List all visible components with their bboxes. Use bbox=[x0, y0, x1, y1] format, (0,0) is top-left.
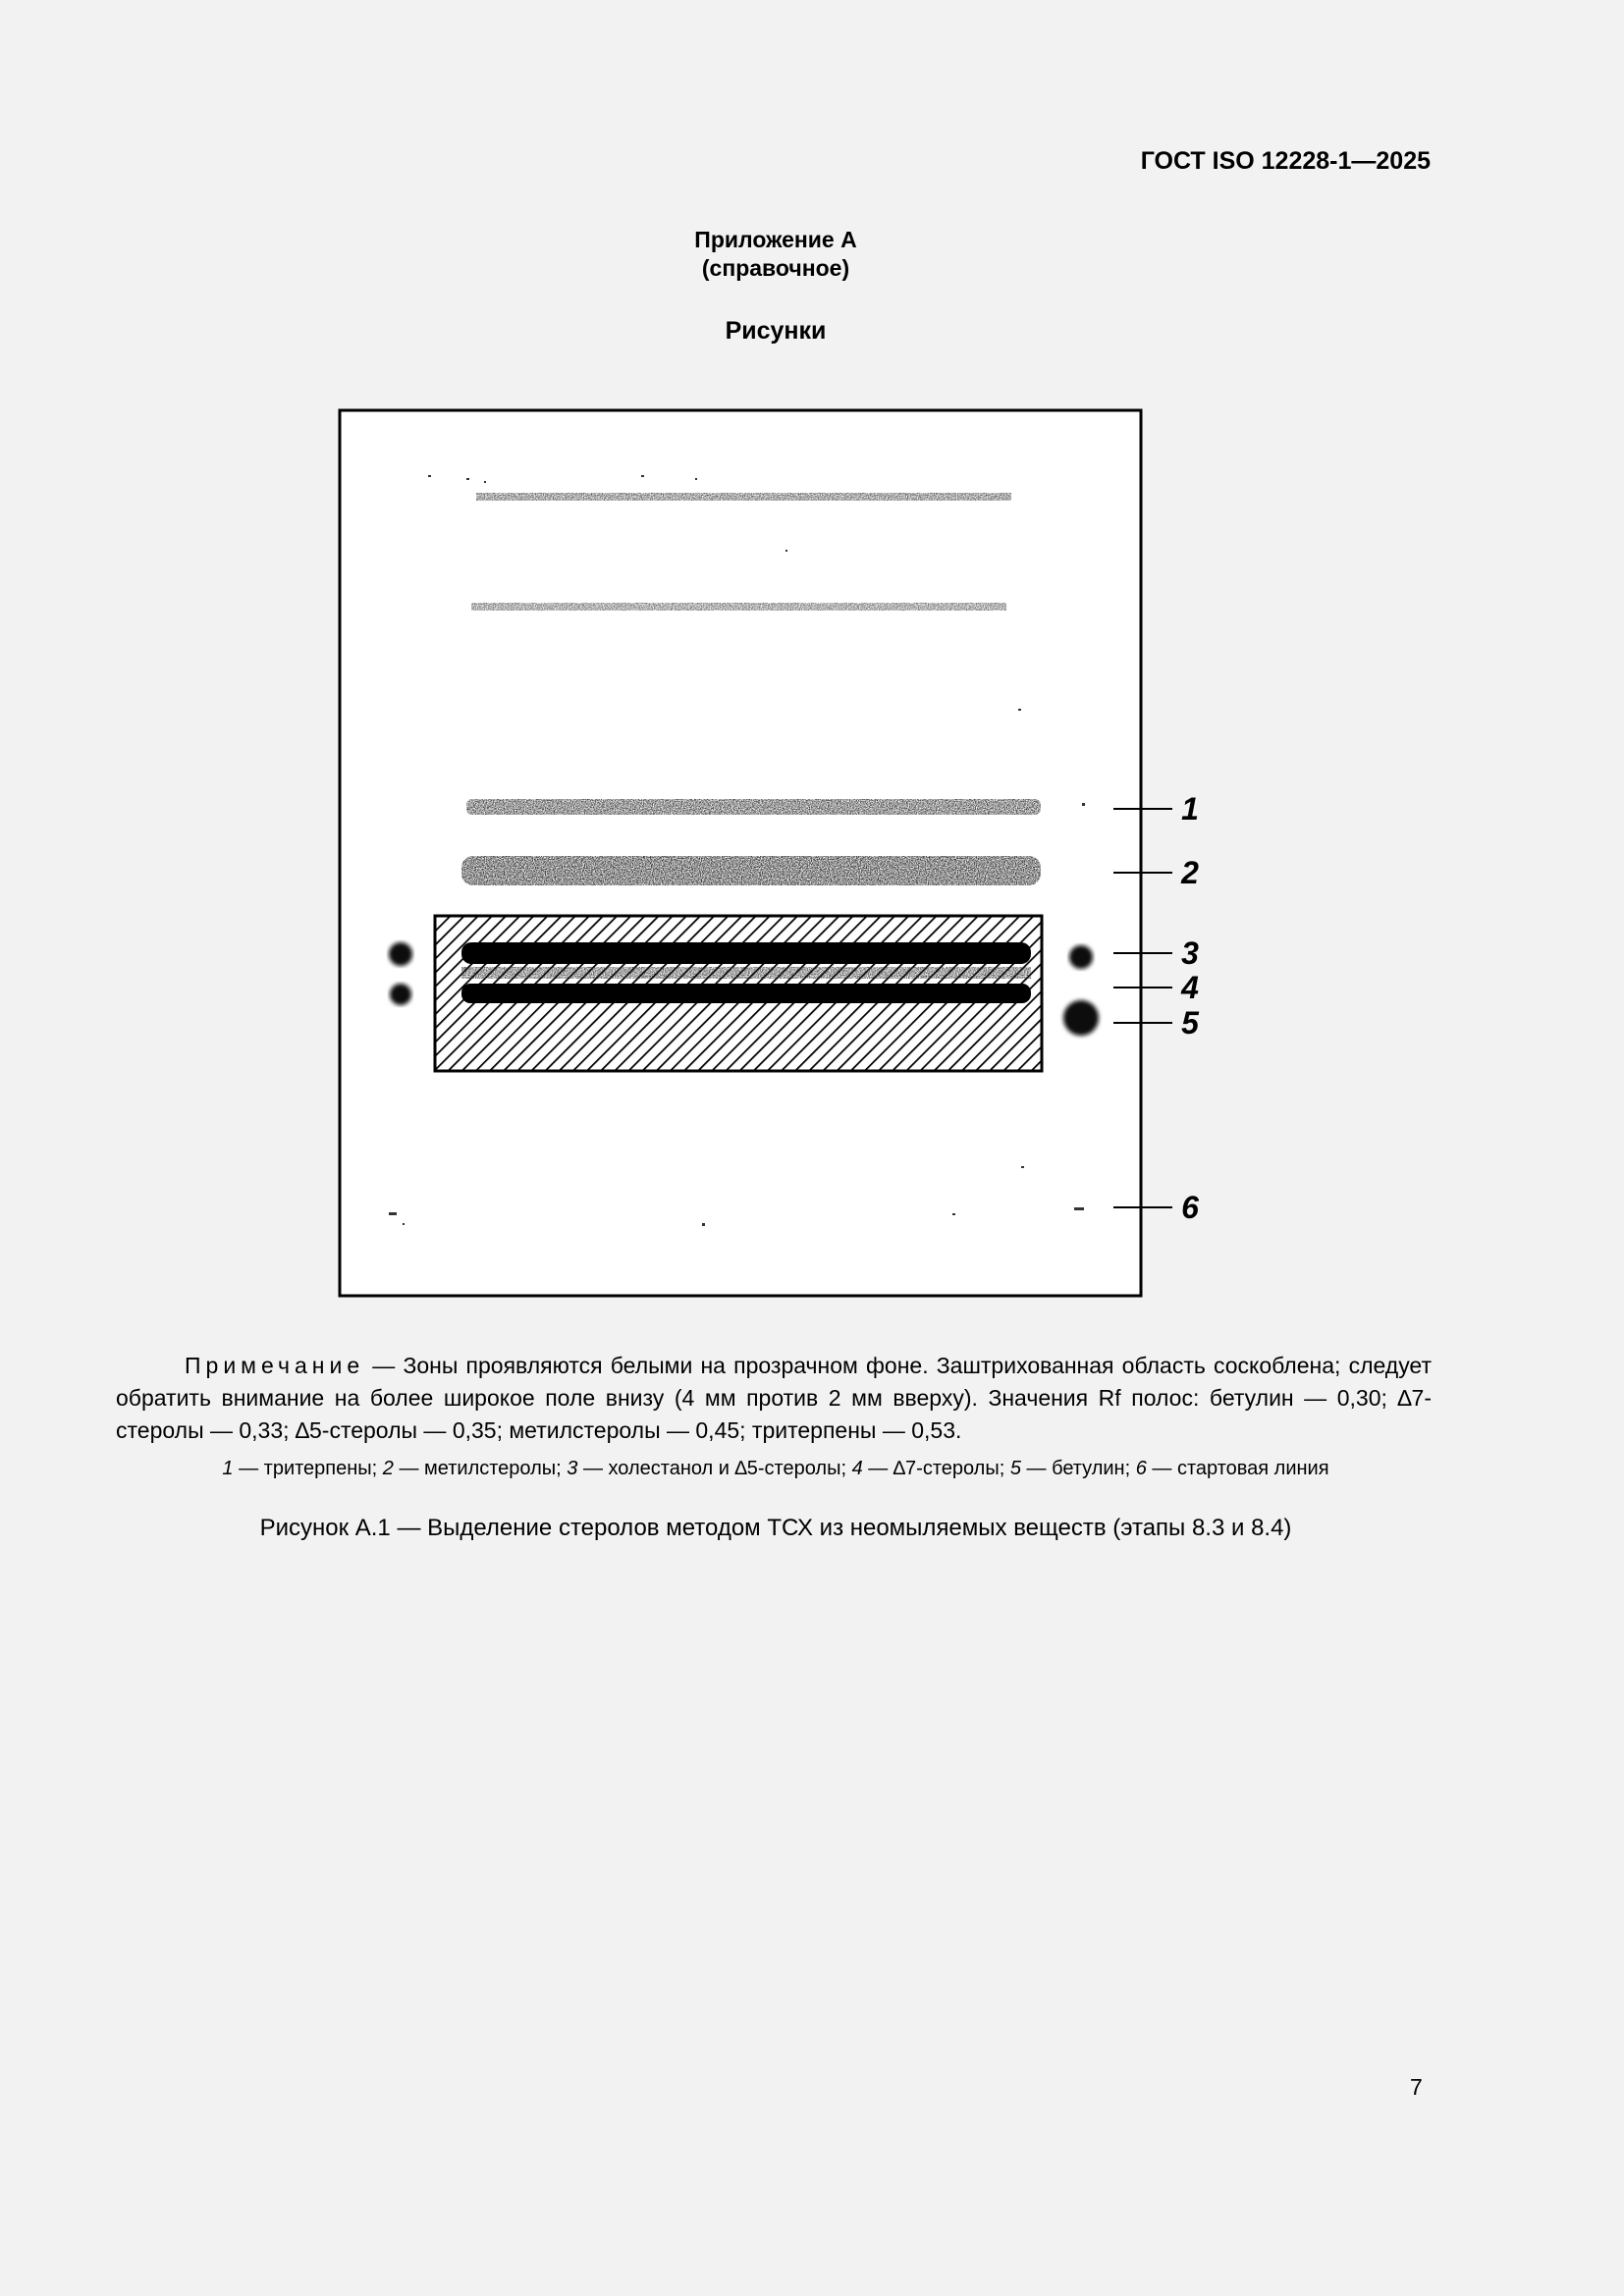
legend-text-6: — стартовая линия bbox=[1146, 1458, 1329, 1479]
legend-num-3: 3 bbox=[567, 1458, 578, 1479]
label-2: 2 bbox=[1181, 855, 1199, 890]
section-title: Рисунки bbox=[725, 317, 827, 345]
appendix-title bbox=[0, 226, 1551, 283]
standard-header: ГОСТ ISO 12228-1—2025 bbox=[1140, 147, 1431, 175]
appendix-type: (справочное) bbox=[701, 255, 850, 281]
figure-note bbox=[116, 1350, 1432, 1447]
label-4: 4 bbox=[1181, 970, 1199, 1005]
legend-text-3: — холестанол и ∆5-стеролы; bbox=[577, 1458, 852, 1479]
band-5-betulin bbox=[461, 984, 1031, 1003]
label-1: 1 bbox=[1181, 791, 1199, 827]
legend-text-4: — ∆7-стеролы; bbox=[862, 1458, 1010, 1479]
band-4-d7 bbox=[461, 967, 1031, 979]
label-5: 5 bbox=[1181, 1005, 1199, 1041]
band-middle-faint bbox=[471, 603, 1006, 611]
legend-num-1: 1 bbox=[222, 1458, 234, 1479]
note-text: — Зоны проявляются белыми на прозрачном фоне. Заштрихованная область соскоблена; следует обратить внимание на более широкое поле внизу (4 мм против 2 мм вверху). Значения Rf полос: бетулин — 0,30; ∆7-стеролы — 0,33; ∆5-стеролы — 0,35; метилстеролы — 0,45; тритерпены — 0,53. bbox=[116, 1353, 1432, 1443]
spot-left-lower bbox=[390, 984, 411, 1005]
band-1-triterpenes bbox=[466, 799, 1041, 815]
plate-frame bbox=[340, 410, 1141, 1296]
tlc-plate-figure bbox=[324, 402, 1257, 1315]
label-6: 6 bbox=[1181, 1190, 1199, 1225]
figure-caption: Рисунок А.1 — Выделение стеролов методом ТСХ из неомыляемых веществ (этапы 8.3 и 8.4) bbox=[259, 1515, 1292, 1541]
spot-left-upper bbox=[389, 942, 412, 966]
label-3: 3 bbox=[1181, 935, 1199, 971]
figure-legend bbox=[0, 1458, 1551, 1480]
spot-right-upper bbox=[1069, 945, 1093, 969]
legend-text-2: — метилстеролы; bbox=[393, 1458, 568, 1479]
page-number: 7 bbox=[1410, 2074, 1423, 2100]
spot-right-lower bbox=[1063, 1000, 1099, 1036]
appendix-label: Приложение А bbox=[694, 227, 857, 252]
band-upper-faint bbox=[476, 493, 1011, 501]
legend-num-2: 2 bbox=[382, 1458, 394, 1479]
band-2-methylsterols bbox=[461, 856, 1041, 885]
legend-text-1: — тритерпены; bbox=[233, 1458, 383, 1479]
legend-num-4: 4 bbox=[851, 1458, 863, 1479]
legend-text-5: — бетулин; bbox=[1020, 1458, 1136, 1479]
legend-num-5: 5 bbox=[1009, 1458, 1021, 1479]
band-3-cholestanol-d5 bbox=[461, 942, 1031, 964]
legend-num-6: 6 bbox=[1135, 1458, 1147, 1479]
note-label: Примечание bbox=[185, 1353, 365, 1378]
